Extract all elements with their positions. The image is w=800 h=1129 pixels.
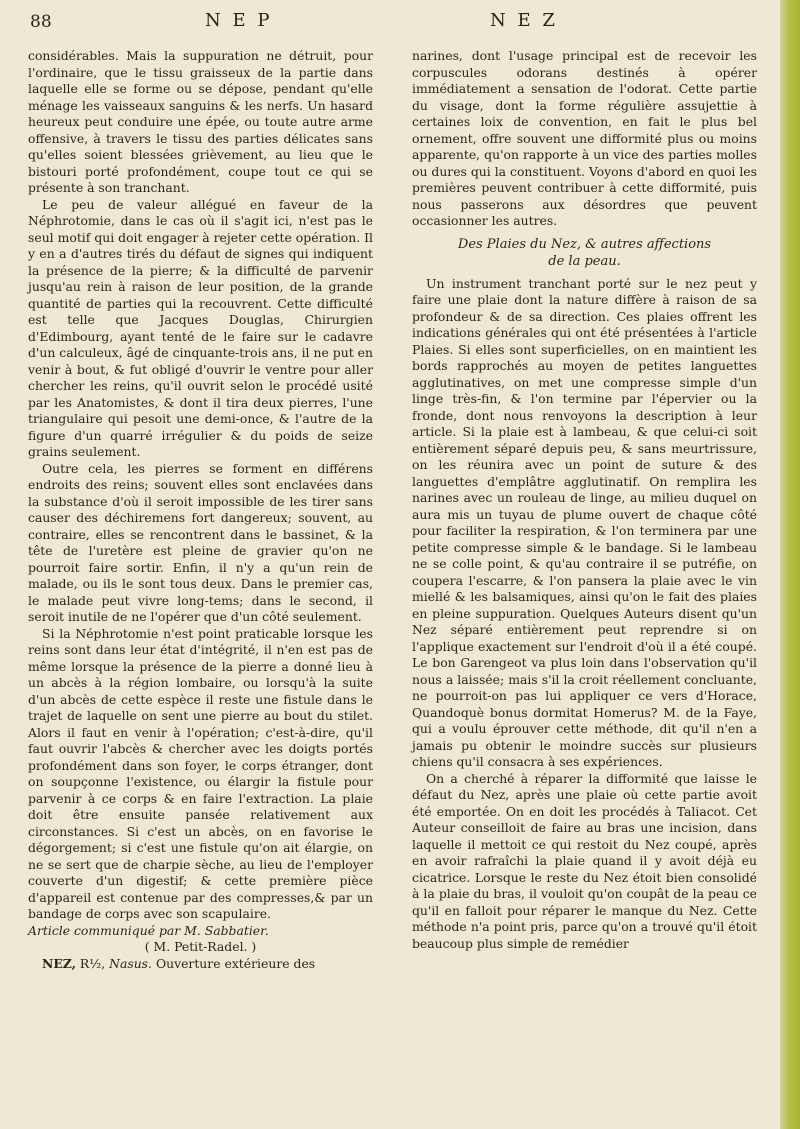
section-heading-line2: de la peau.	[548, 253, 621, 269]
paragraph: Un instrument tranchant porté sur le nez peut y faire une plaie dont la nature diffère à raison de sa profondeur & de sa direction. Ces plaies offrent les indications générales qui ont été présentées à l'article Plaies. Si elles sont superficielles, on en maintient les bords rapprochés au moyen de petites languettes agglutinatives, on met une compresse simple d'un linge très-fin, & l'on termine par l'épervier ou la fronde, dont nous renvoyons la description à leur article. Si la plaie est à lambeau, & que celui-ci soit entièrement séparé depuis peu, & sans meurtrissure, on les réunira avec un point de suture & des languettes d'emplâtre agglutinatif. On remplira les narines avec un rouleau de linge, au milieu duquel on aura mis un tuyau de plume ouvert de chaque côté pour faciliter la respiration, & l'on terminera par une petite compresse simple & le bandage. Si le lambeau ne se colle point, & qu'au contraire il se putréfie, on coupera l'escarre, & l'on pansera la plaie avec le vin miellé & les balsamiques, ainsi qu'on le fait des plaies en pleine suppuration. Quelques Auteurs disent qu'un Nez séparé entièrement peut reprendre si on l'applique exactement sur l'endroit d'où il a été coupé. Le bon Garengeot va plus loin dans l'observation qu'il nous a laissée; mais s'il la croit réellement concluante, ne pourroit-on pas lui appliquer ce vers d'Horace, Quandoquè bonus dormitat Homerus? M. de la Faye, qui a voulu éprouver cette méthode, dit qu'il n'en a jamais pu obtenir le moindre succès sur plusieurs chiens qu'il consacra à ses expériences.	[412, 275, 757, 769]
paragraph: On a cherché à réparer la difformité que laisse le défaut du Nez, après une plaie où cette partie avoit été emportée. On en doit les procédés à Taliacot. Cet Auteur conseilloit de faire au bras une incision, dans laquelle il mettoit ce qui restoit du Nez coupé, après en avoir rafraîchi la plaie quand il y avoit déjà eu cicatrice. Lorsque le reste du Nez étoit bien consolidé à la plaie du bras, il vouloit qu'on coupât de la peau ce qu'il en falloit pour réparer le manque du Nez. Cette méthode n'a point pris, parce qu'on a trouvé qu'il étoit beaucoup plus simple de remédier	[412, 770, 757, 951]
page-number: 88	[30, 12, 52, 32]
entry-headword: NEZ,	[42, 955, 76, 971]
paragraph: Le peu de valeur allégué en faveur de la Néphrotomie, dans le cas où il s'agit ici, n'est pas le seul motif qui doit engager à rejeter cette opération. Il y en a d'autres tirés du défaut de signes qui indiquent la présence de la pierre; & la difficulté de parvenir jusqu'au rein à raison de leur position, de la grande quantité de parties qui la recouvrent. Cette difficulté est telle que Jacques Douglas, Chirurgien d'Edimbourg, ayant tenté de le faire sur le cadavre d'un calculeux, âgé de cinquante-trois ans, il ne put en venir à bout, & fut obligé d'ouvrir le ventre pour aller chercher les reins, qu'il ouvrit selon le procédé usité par les Anatomistes, & dont il tira deux pierres, l'une triangulaire qui pesoit une demi-once, & l'autre de la figure d'un quarré irrégulier & du poids de seize grains seulement.	[28, 196, 373, 459]
paragraph: Outre cela, les pierres se forment en différens endroits des reins; souvent elles sont enclavées dans la substance d'où il seroit impossible de les tirer sans causer des déchiremens fort dangereux; souvent, au contraire, elles se rencontrent dans le bassinet, & la tête de l'uretère est pleine de gravier qu'on ne pourroit faire sortir. Enfin, il n'y a qu'un rein de malade, ou ils le sont tous deux. Dans le premier cas, le malade peut vivre long-tems; dans le second, il seroit inutile de ne l'opérer que d'un côté seulement.	[28, 460, 373, 624]
paragraph: considérables. Mais la suppuration ne détruit, pour l'ordinaire, que le tissu graisseux de la partie dans laquelle elle se forme ou se dépose, pendant qu'elle ménage les vaisseaux sanguins & les nerfs. Un hasard heureux peut conduire une épée, ou toute autre arme offensive, à travers le tissu des parties délicates sans qu'elles soient blessées grièvement, au lieu que le bistouri porté profondément, coupe tout ce qui se présente à son tranchant.	[28, 48, 373, 195]
page-header	[0, 8, 780, 38]
section-heading	[412, 236, 757, 270]
article-note: Article communiqué par M. Sabbatier.	[28, 922, 269, 938]
author-signature: ( M. Petit-Radel. )	[144, 939, 257, 954]
entry-text: Ouverture extérieure des	[155, 955, 316, 971]
paragraph: Si la Néphrotomie n'est point praticable lorsque les reins sont dans leur état d'intégrité, il n'en est pas de même lorsque la présence de la pierre a donné lieu à un abcès à la région lombaire, ou lorsqu'à la suite d'un abcès de cette espèce il reste une fistule dans le trajet de laquelle on sent une pierre au bout du stilet. Alors il faut en venir à l'opération; c'est-à-dire, qu'il faut ouvrir l'abcès & chercher avec les doigts portés profondément dans son foyer, le corps étranger, dont on soupçonne l'existence, ou élargir la fistule pour parvenir à ce corps & en faire l'extraction. La plaie doit être ensuite pansée relativement aux circonstances. Si c'est un abcès, on en favorise le dégorgement; si c'est une fistule qu'on ait élargie, on ne se sert que de charpie sèche, au lieu de l'employer couverte d'un digestif; & cette première pièce d'appareil est contenue par des compresses,& par un bandage de corps avec son scapulaire.	[28, 625, 373, 921]
running-head-right: N E Z	[490, 10, 558, 31]
entry-code: R½,	[79, 955, 106, 971]
entry-latin: Nasus.	[109, 955, 152, 971]
section-heading-line1: Des Plaies du Nez, & autres affections	[457, 236, 712, 252]
running-head-left: N E P	[205, 10, 273, 31]
page-edge	[780, 0, 800, 1129]
left-column	[28, 48, 373, 972]
right-column	[412, 48, 757, 952]
dictionary-entry	[28, 956, 373, 973]
paragraph: narines, dont l'usage principal est de recevoir les corpuscules odorans destinés à opérer immédiatement a sensation de l'odorat. Cette partie du visage, dont la forme régulière assujettie à certaines loix de convention, en fait le plus bel ornement, offre souvent une difformité plus ou moins apparente, qu'on rapporte à un vice des parties molles ou dures qui la constituent. Voyons d'abord en quoi les premières peuvent contribuer à cette difformité, puis nous passerons aux désordres que peuvent occasionner les autres.	[412, 48, 757, 228]
